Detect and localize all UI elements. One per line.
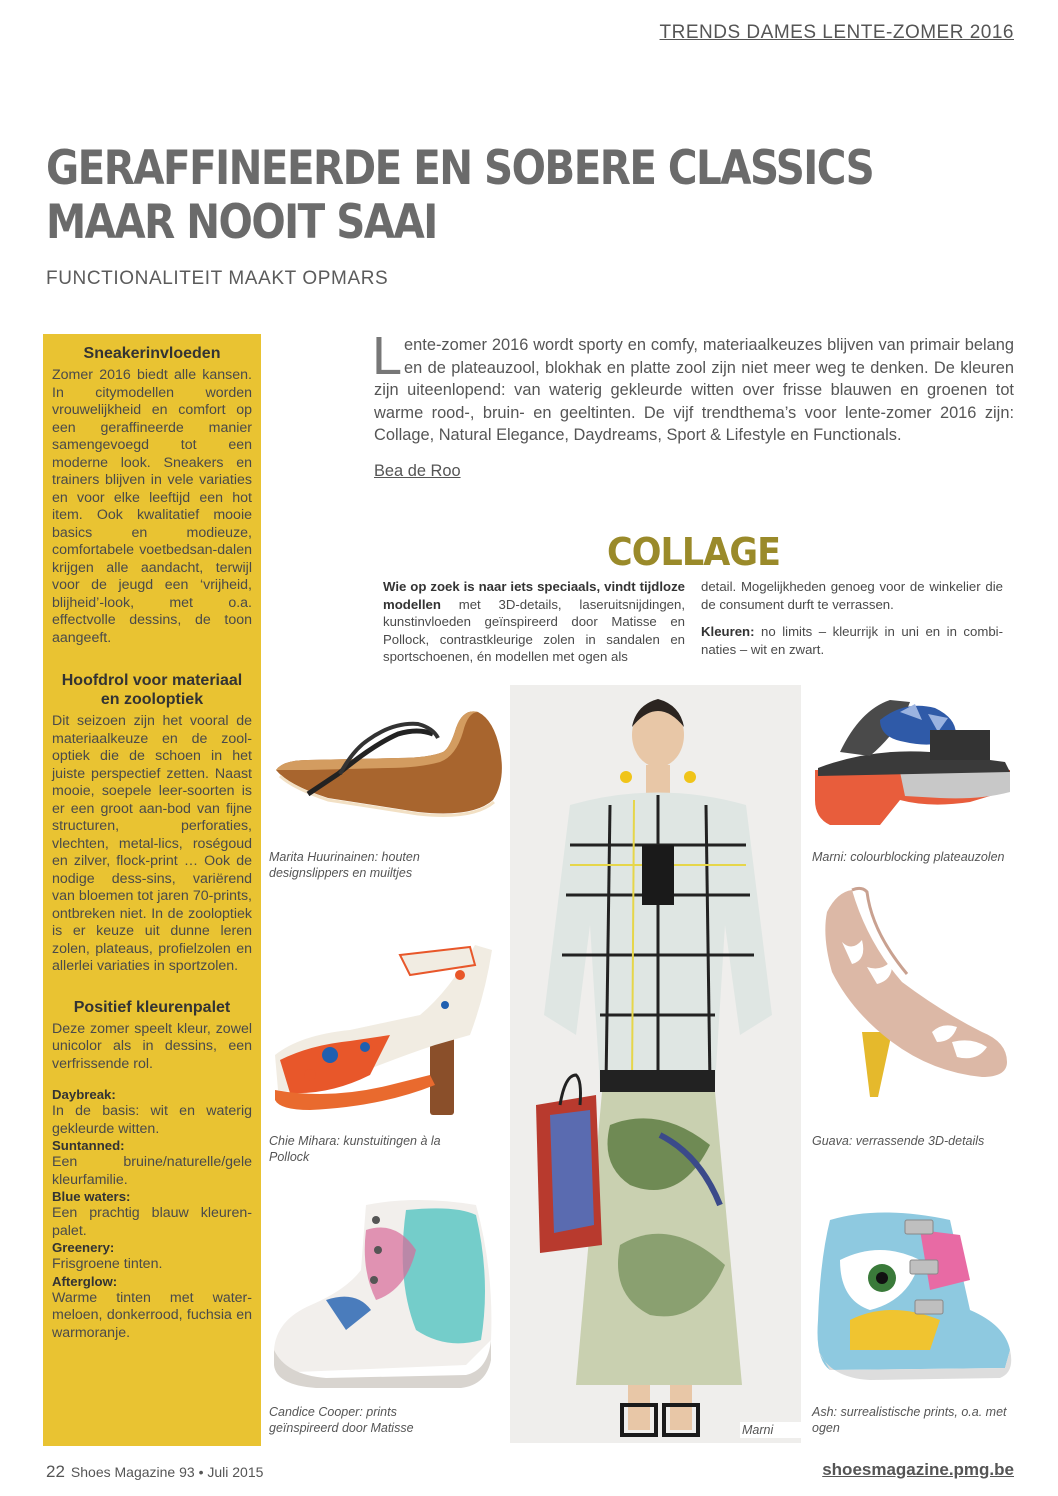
page-title xyxy=(46,142,872,250)
caption-guava: Guava: verrassende 3D-details xyxy=(812,1134,985,1148)
palette-name: Daybreak: xyxy=(52,1087,116,1102)
palette-name: Blue waters: xyxy=(52,1189,131,1204)
footer-left xyxy=(46,1462,263,1482)
sidebar-text-palette: Deze zomer speelt kleur, zowel unicolor als in dessins, een verfrissende rol. xyxy=(52,1020,252,1072)
sidebar-text-sneakers: Zomer 2016 biedt alle kansen. In citymodellen worden vrouwelijkheid en comfort op een geraffineerde manier samengevoegd tot een moderne look. Sneakers en trainers blijven in vele variaties en voor elke leeftijd een hot item. Ook kwalitatief mooie basics en modieuze, comfortabele voetbedsan-dalen krijgen alle aandacht, terwijl voor de jeugd een ‘vrijheid, blijheid’-look, met o.a. effectvolle dessins, de toon aangeeft. xyxy=(52,367,252,646)
palette-list xyxy=(52,1087,252,1342)
photo-wooden-slipper xyxy=(268,690,508,835)
sidebar-box xyxy=(43,334,261,1446)
palette-desc: In de basis: wit en waterig gekleurde witten. xyxy=(52,1103,252,1137)
subheading: FUNCTIONALITEIT MAAKT OPMARS xyxy=(46,268,389,289)
caption-chie: Chie Mihara: kunstuitingen à la Pollock xyxy=(269,1134,441,1164)
palette-desc: Een bruine/naturelle/gele kleurfamilie. xyxy=(52,1154,252,1188)
collage-lead-bold: Wie op zoek is naar iets speciaals, vindt tijdloze modellen xyxy=(383,579,685,612)
sidebar-text-material: Dit seizoen zijn het vooral de materiaalkeuze en de zool-optiek die de schoen in het juiste perspectief zetten. Naast mooie, soepele leer-soorten is er een groot aan-bod van fijne structuren, perforaties, vlechten, metal-lics, roségoud en zilver, flock-print … Ook de nodige dess-sins, variërend van bloemen tot jaren 70-prints, ontbreken niet. In de zooloptiek is er keuze uit dunne leren zolen, plateaus, profielzolen en allerlei variaties in sportzolen. xyxy=(52,713,252,974)
palette-desc: Een prachtig blauw kleuren-palet. xyxy=(52,1205,252,1239)
intro-text: ente-zomer 2016 wordt sporty en comfy, materiaalkeuzes blijven van primair belang en de plateauzool, blokhak en platte zool zijn niet meer weg te denken. De kleuren zijn uiteenlopend: van waterig gekleurde witten over frisse blauwen en groenen tot warme rood-, bruin- en geeltinten. De vijf trendthema’s voor lente-zomer 2016 zijn: Collage, Natural Elegance, Daydreams, Sport & Lifestyle en Functionals. xyxy=(374,336,1014,445)
photo-platform-sandal xyxy=(810,690,1014,830)
title-line-2: MAAR NOOIT SAAI xyxy=(46,195,437,250)
collage-text-left xyxy=(383,578,685,666)
intro-paragraph xyxy=(372,326,1014,447)
collage-colors xyxy=(701,623,1003,658)
collage-text-right xyxy=(701,578,1003,658)
photo-pollock-sandal xyxy=(270,935,508,1125)
caption-ash: Ash: surrealistische prints, o.a. met ogen xyxy=(812,1405,1007,1435)
palette-name: Afterglow: xyxy=(52,1273,118,1289)
photo-surreal-sneaker xyxy=(810,1200,1014,1385)
colors-label: Kleuren: xyxy=(701,624,755,640)
sidebar-heading-sneakers: Sneakerinvloeden xyxy=(83,345,221,362)
title-line-1: GERAFFINEERDE EN SOBERE CLASSICS xyxy=(46,141,874,196)
drop-cap: L xyxy=(372,326,403,386)
page-number: 22 xyxy=(46,1462,65,1481)
collage-cont-text: detail. Mogelijkheden genoeg voor de winkelier die de consument durft te verrassen. xyxy=(701,579,1003,612)
sidebar-heading-material: Hoofdrol voor materiaal en zooloptiek xyxy=(61,672,243,708)
footer-url-link[interactable]: shoesmagazine.pmg.be xyxy=(822,1460,1014,1479)
caption-marita: Marita Huurinainen: houten designslippers en muiltjes xyxy=(269,850,420,880)
section-label: TRENDS DAMES LENTE-ZOMER 2016 xyxy=(659,22,1014,43)
palette-desc: Frisgroene tinten. xyxy=(52,1256,163,1272)
photo-3d-pump xyxy=(812,882,1012,1107)
caption-candice: Candice Cooper: prints geïnspireerd door Matisse xyxy=(269,1405,414,1435)
collage-lead-text: met 3D-details, laseruitsnijdingen, kunstinvloeden geïnspireerd door Matisse en Pollock, contrastkleurige zolen in sandalen en sportschoenen, én modellen met ogen als xyxy=(383,596,685,665)
caption-marni: Marni: colourblocking plateauzolen xyxy=(812,850,1005,864)
photo-matisse-sneaker xyxy=(266,1190,506,1390)
palette-name: Greenery: xyxy=(52,1240,115,1255)
palette-name: Suntanned: xyxy=(52,1138,125,1153)
palette-desc: Warme tinten met water-meloen, donkerrood, fuchsia en warmoranje. xyxy=(52,1289,252,1341)
sidebar-heading-palette: Positief kleurenpalet xyxy=(73,998,231,1016)
photo-runway-model xyxy=(510,685,801,1443)
collage-heading: COLLAGE xyxy=(607,530,781,574)
author-link[interactable]: Bea de Roo xyxy=(374,462,461,480)
caption-marni-runway: Marni xyxy=(740,1422,804,1438)
magazine-issue: Shoes Magazine 93 • Juli 2015 xyxy=(70,1464,264,1480)
colors-text: no limits – kleurrijk in uni en in combi-naties – wit en zwart. xyxy=(701,624,1003,657)
